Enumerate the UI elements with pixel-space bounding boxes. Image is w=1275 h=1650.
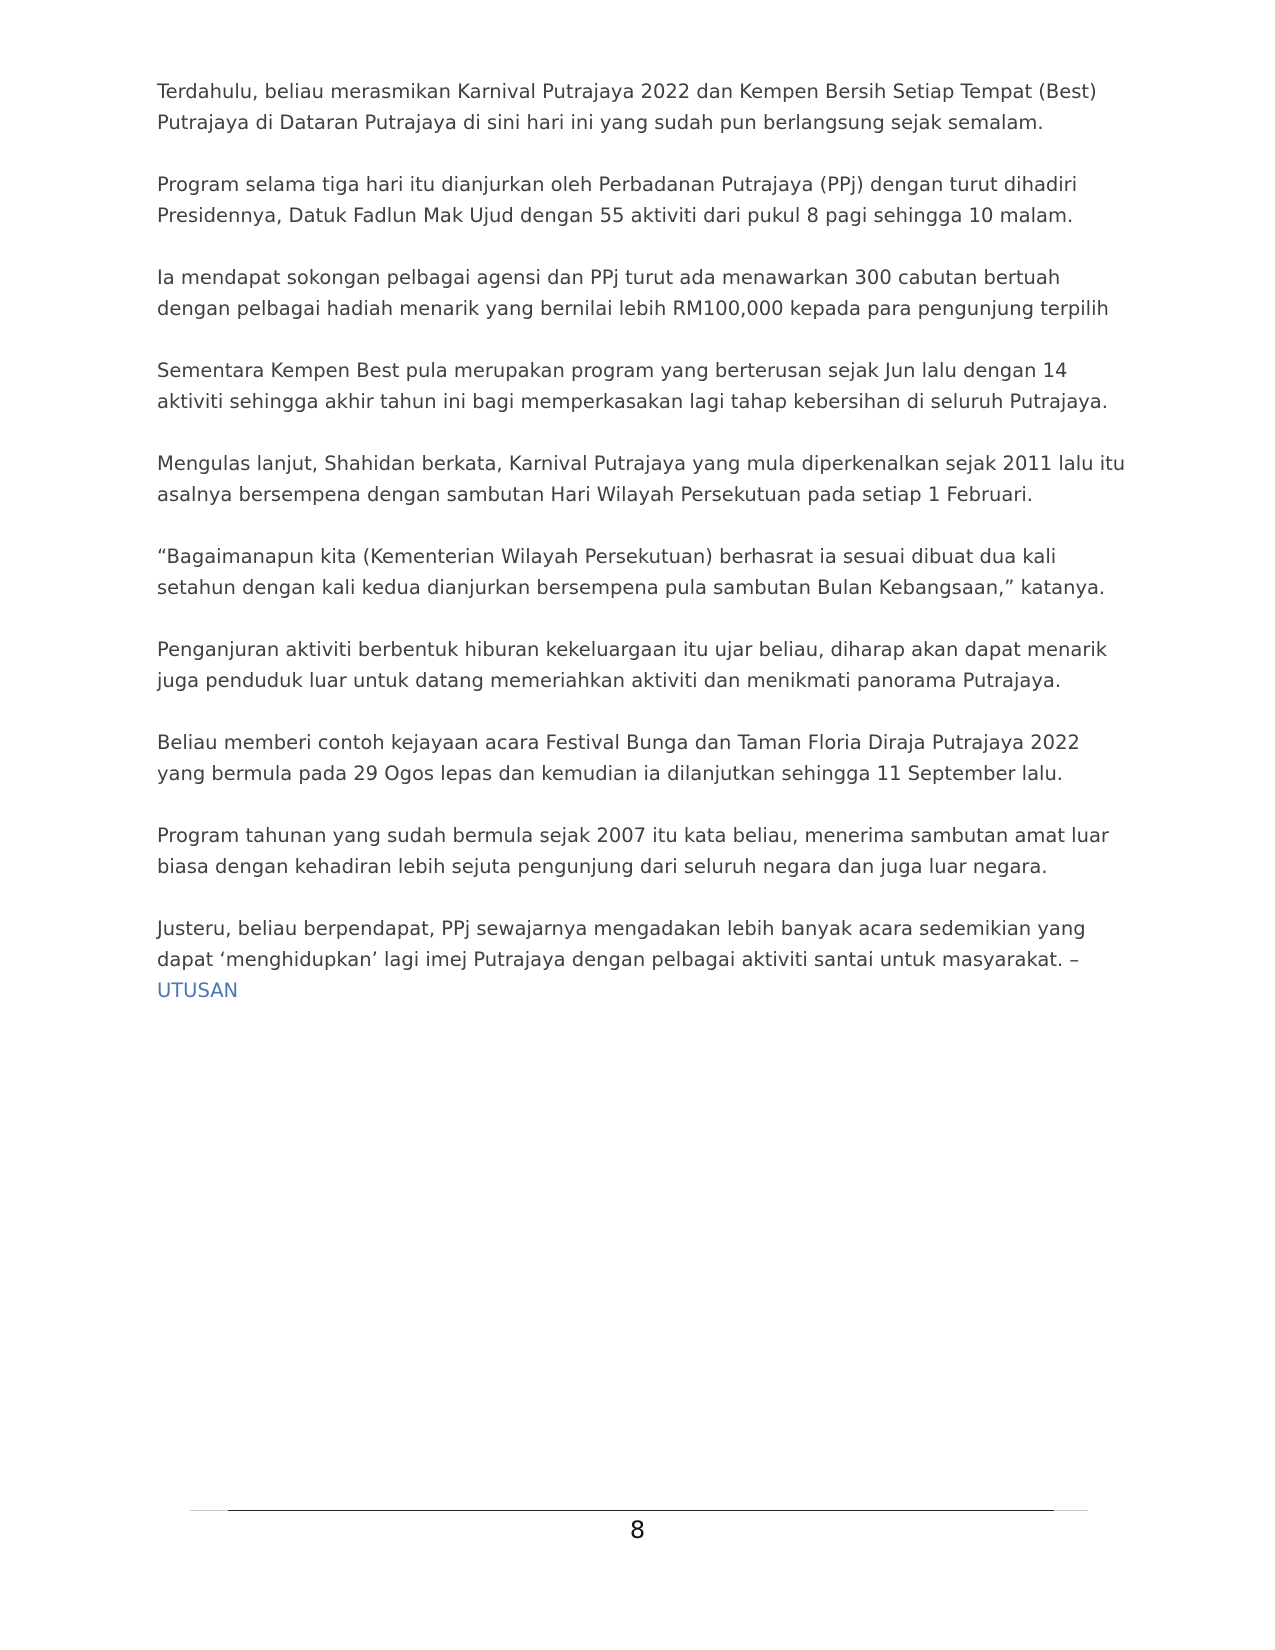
article-paragraph-4: Sementara Kempen Best pula merupakan program yang berterusan sejak Jun lalu dengan 14 aktiviti sehingga akhir tahun ini bagi memperkasakan lagi tahap kebersihan di seluruh Putrajaya.	[157, 359, 1108, 413]
article-paragraph-7: Penganjuran aktiviti berbentuk hiburan kekeluargaan itu ujar beliau, diharap akan dapat menarik juga penduduk luar untuk datang memeriahkan aktiviti dan menikmati panorama Putrajaya.	[157, 638, 1108, 692]
article-paragraph-1: Terdahulu, beliau merasmikan Karnival Putrajaya 2022 dan Kempen Bersih Setiap Tempat (Best) Putrajaya di Dataran Putrajaya di sini hari ini yang sudah pun berlangsung sejak semalam.	[157, 80, 1097, 134]
article-paragraph-3: Ia mendapat sokongan pelbagai agensi dan PPj turut ada menawarkan 300 cabutan bertuah dengan pelbagai hadiah menarik yang bernilai lebih RM100,000 kepada para pengunjung terpilih	[157, 266, 1109, 320]
article-paragraph-6: “Bagaimanapun kita (Kementerian Wilayah Persekutuan) berhasrat ia sesuai dibuat dua kali setahun dengan kali kedua dianjurkan bersempena pula sambutan Bulan Kebangsaan,” katanya.	[157, 545, 1106, 599]
article-body	[157, 76, 1129, 1037]
footer-rule-inner	[228, 1510, 1054, 1511]
article-paragraph-2: Program selama tiga hari itu dianjurkan oleh Perbadanan Putrajaya (PPj) dengan turut dihadiri Presidennya, Datuk Fadlun Mak Ujud dengan 55 aktiviti dari pukul 8 pagi sehingga 10 malam.	[157, 173, 1078, 227]
article-paragraph-10	[157, 913, 1129, 1006]
article-paragraph-8: Beliau memberi contoh kejayaan acara Festival Bunga dan Taman Floria Diraja Putrajaya 2022 yang bermula pada 29 Ogos lepas dan kemudian ia dilanjutkan sehingga 11 September lalu.	[157, 731, 1080, 785]
article-paragraph-5: Mengulas lanjut, Shahidan berkata, Karnival Putrajaya yang mula diperkenalkan sejak 2011 lalu itu asalnya bersempena dengan sambutan Hari Wilayah Persekutuan pada setiap 1 Februari.	[157, 452, 1126, 506]
page-number: 8	[629, 1516, 646, 1544]
source-credit: UTUSAN	[157, 979, 239, 1002]
closing-text: Justeru, beliau berpendapat, PPj sewajarnya mengadakan lebih banyak acara sedemikian yang dapat ‘menghidupkan’ lagi imej Putrajaya dengan pelbagai aktiviti santai untuk masyarakat. –	[157, 917, 1086, 971]
article-paragraph-9: Program tahunan yang sudah bermula sejak 2007 itu kata beliau, menerima sambutan amat luar biasa dengan kehadiran lebih sejuta pengunjung dari seluruh negara dan juga luar negara.	[157, 824, 1109, 878]
